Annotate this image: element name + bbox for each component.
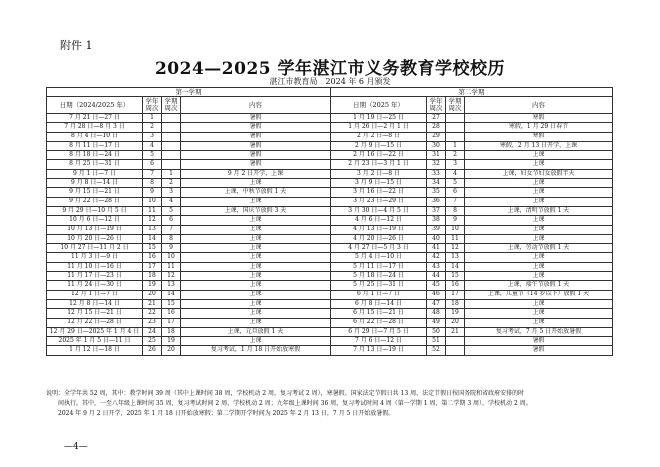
term-week-cell: 11 [162, 262, 181, 271]
school-week-cell: 19 [143, 281, 162, 290]
table-row [47, 253, 613, 262]
week-date-cell: 3 月 23 日—29 日 [331, 197, 427, 206]
week-date-cell: 2 月 9 日—15 日 [331, 141, 427, 150]
content-cell: 上课 [465, 225, 613, 234]
week-date-cell: 4 月 13 日—19 日 [331, 225, 427, 234]
table-row [47, 337, 613, 346]
term-week-cell: 8 [162, 234, 181, 243]
week-date-cell: 2 月 16 日—22 日 [331, 151, 427, 160]
school-week-cell: 2 [143, 123, 162, 132]
table-row [47, 225, 613, 234]
term-week-cell [162, 160, 181, 169]
week-date-cell: 11 月 3 日—9 日 [47, 253, 143, 262]
school-week-cell: 52 [427, 346, 446, 355]
content-cell: 上课 [181, 262, 331, 271]
week-date-cell: 7 月 13 日—19 日 [331, 346, 427, 355]
term-week-cell: 14 [162, 290, 181, 299]
school-week-cell: 20 [143, 290, 162, 299]
school-week-cell: 50 [427, 327, 446, 336]
content-cell: 上课 [465, 197, 613, 206]
table-row [47, 141, 613, 150]
table-row [47, 327, 613, 336]
school-week-cell: 48 [427, 309, 446, 318]
week-date-cell: 12 月 15 日—21 日 [47, 309, 143, 318]
week-date-cell: 7 月 6 日—12 日 [331, 337, 427, 346]
week-date-cell: 5 月 11 日—17 日 [331, 262, 427, 271]
content-cell: 上课 [181, 299, 331, 308]
school-week-cell: 7 [143, 169, 162, 178]
content-cell: 上课 [465, 272, 613, 281]
date-column-header: 日期（2025 年） [331, 97, 427, 114]
school-week-cell: 16 [143, 253, 162, 262]
school-week-cell: 3 [143, 132, 162, 141]
table-row [47, 206, 613, 215]
term-week-cell: 3 [446, 160, 465, 169]
school-week-cell: 40 [427, 234, 446, 243]
week-date-cell: 3 月 30 日—4 月 5 日 [331, 206, 427, 215]
week-date-cell: 1 月 19 日—25 日 [331, 114, 427, 123]
school-week-cell: 9 [143, 188, 162, 197]
school-week-cell: 51 [427, 337, 446, 346]
school-week-cell: 49 [427, 318, 446, 327]
term-week-cell: 9 [446, 216, 465, 225]
table-row [47, 346, 613, 355]
content-cell: 上课，国庆节放假 3 天 [181, 206, 331, 215]
content-cell: 上课 [181, 216, 331, 225]
school-week-cell: 31 [427, 151, 446, 160]
week-date-cell: 11 月 17 日—23 日 [47, 272, 143, 281]
school-week-cell: 28 [427, 123, 446, 132]
school-week-cell: 15 [143, 244, 162, 253]
table-row [47, 272, 613, 281]
term-week-cell: 17 [162, 318, 181, 327]
term-week-cell: 15 [446, 272, 465, 281]
term-week-cell [446, 114, 465, 123]
school-week-cell: 34 [427, 179, 446, 188]
week-date-cell: 10 月 6 日—12 日 [47, 216, 143, 225]
school-week-cell: 22 [143, 309, 162, 318]
school-week-header: 学年周次 [143, 97, 162, 114]
content-cell: 上课 [181, 197, 331, 206]
content-cell: 暑假 [181, 141, 331, 150]
content-cell: 上课 [181, 179, 331, 188]
content-cell: 上课 [181, 234, 331, 243]
term-week-cell: 10 [446, 225, 465, 234]
term-week-cell: 12 [446, 244, 465, 253]
term-week-cell: 5 [162, 206, 181, 215]
term-week-cell: 10 [162, 253, 181, 262]
content-cell: 上课 [465, 299, 613, 308]
week-date-cell: 3 月 2 日—8 日 [331, 169, 427, 178]
term-week-cell: 14 [446, 262, 465, 271]
week-date-cell: 10 月 20 日—26 日 [47, 234, 143, 243]
table-row [47, 179, 613, 188]
content-cell: 上课 [181, 244, 331, 253]
content-cell: 上课，妇女节妇女放假半天 [465, 169, 613, 178]
calendar-body [47, 114, 613, 356]
school-week-cell: 30 [427, 141, 446, 150]
term-week-cell: 9 [162, 244, 181, 253]
school-week-cell: 13 [143, 225, 162, 234]
content-cell: 上课，中秋节放假 1 天 [181, 188, 331, 197]
content-cell: 暑假 [181, 160, 331, 169]
school-week-cell: 25 [143, 337, 162, 346]
term-week-cell: 1 [446, 141, 465, 150]
content-cell: 上课 [465, 309, 613, 318]
table-row [47, 262, 613, 271]
school-week-cell: 38 [427, 216, 446, 225]
table-row [47, 216, 613, 225]
term-week-cell: 18 [162, 327, 181, 336]
content-cell: 上课 [465, 318, 613, 327]
school-week-cell: 36 [427, 197, 446, 206]
term-week-cell: 19 [162, 337, 181, 346]
school-week-cell: 33 [427, 169, 446, 178]
school-week-cell: 42 [427, 253, 446, 262]
content-cell: 暑假 [181, 123, 331, 132]
content-cell: 上课 [181, 281, 331, 290]
term-week-cell: 17 [446, 290, 465, 299]
week-date-cell: 7 月 28 日—8 月 3 日 [47, 123, 143, 132]
school-week-cell: 23 [143, 318, 162, 327]
content-cell: 上课 [465, 253, 613, 262]
term-week-cell: 7 [162, 225, 181, 234]
notes-block [46, 389, 612, 419]
content-header: 内容 [465, 97, 613, 114]
table-row [47, 151, 613, 160]
content-cell: 上课，端午节放假 1 天 [465, 281, 613, 290]
week-date-cell: 4 月 6 日—12 日 [331, 216, 427, 225]
term-week-cell: 4 [446, 169, 465, 178]
content-cell: 上课 [465, 216, 613, 225]
content-header: 内容 [181, 97, 331, 114]
week-date-cell: 8 月 4 日—10 日 [47, 132, 143, 141]
note-line: 2024 年 9 月 2 日开学，2025 年 1 月 18 日开始放寒假；第二学期开学时间为 2025 年 2 月 13 日，7 月 5 日开始放暑假。 [46, 410, 395, 417]
week-date-cell: 10 月 27 日—11 月 2 日 [47, 244, 143, 253]
week-date-cell: 5 月 4 日—10 日 [331, 253, 427, 262]
week-date-cell: 12 月 22 日—28 日 [47, 318, 143, 327]
table-row [47, 290, 613, 299]
content-cell: 上课 [465, 262, 613, 271]
term-week-header: 学期周次 [162, 97, 181, 114]
term-week-cell: 15 [162, 299, 181, 308]
term-week-cell: 6 [446, 188, 465, 197]
school-week-cell: 27 [427, 114, 446, 123]
content-cell: 上课 [465, 179, 613, 188]
week-date-cell: 1 月 12 日—18 日 [47, 346, 143, 355]
school-week-cell: 26 [143, 346, 162, 355]
week-date-cell: 9 月 22 日—28 日 [47, 197, 143, 206]
content-cell: 暑假 [465, 346, 613, 355]
week-date-cell: 3 月 9 日—15 日 [331, 179, 427, 188]
term-week-cell [162, 132, 181, 141]
term-week-cell: 8 [446, 206, 465, 215]
note-line: 说明：全学年共 52 周，其中：教学时间 39 周（其中上课时间 38 周，学校机动 2 周，复习考试 2 周），寒暑假、国家法定节假日共 13 周，法定节假日按国务院和省政府安排的时 [46, 390, 525, 397]
week-date-cell: 6 月 22 日—28 日 [331, 318, 427, 327]
table-row [47, 299, 613, 308]
term-week-cell [162, 123, 181, 132]
week-date-cell: 6 月 1 日—7 日 [331, 290, 427, 299]
week-date-cell: 2 月 2 日—8 日 [331, 132, 427, 141]
table-row [47, 169, 613, 178]
page-title: 2024—2025 学年湛江市义务教育学校校历 [154, 59, 506, 79]
week-date-cell: 9 月 29 日—10 月 5 日 [47, 206, 143, 215]
school-week-cell: 12 [143, 216, 162, 225]
content-cell: 复习考试，7 月 5 日开始放暑假 [465, 327, 613, 336]
school-week-cell: 18 [143, 272, 162, 281]
school-week-cell: 46 [427, 290, 446, 299]
table-row [47, 281, 613, 290]
table-row [47, 114, 613, 123]
term-week-cell: 2 [162, 179, 181, 188]
content-cell: 上课 [181, 253, 331, 262]
term-week-cell: 4 [162, 197, 181, 206]
content-cell: 暑假 [181, 114, 331, 123]
school-week-cell: 39 [427, 225, 446, 234]
school-calendar-table [46, 87, 613, 356]
school-week-cell: 17 [143, 262, 162, 271]
school-week-header: 学年周次 [427, 97, 446, 114]
issuer-subtitle: 湛江市教育局 2024 年 6 月颁发 [269, 77, 391, 86]
content-cell: 上课 [181, 225, 331, 234]
content-cell: 上课，儿童节（14 岁以下）放假 1 天 [465, 290, 613, 299]
content-cell: 上课 [181, 337, 331, 346]
table-row [47, 244, 613, 253]
week-date-cell: 6 月 29 日—7 月 5 日 [331, 327, 427, 336]
note-line: 间执行。其中，一至八年级上课时间 35 周，复习考试时间 2 周，学校机动 2 周；九年级上课时间 36 周，复习考试时间 4 周（第一学期 1 周，第二学期 3 周），学校机动 2 周。 [46, 400, 532, 407]
content-cell: 上课 [181, 272, 331, 281]
week-date-cell: 8 月 11 日—17 日 [47, 141, 143, 150]
semester-2-header: 第二学期 [331, 88, 613, 97]
week-date-cell: 11 月 24 日—30 日 [47, 281, 143, 290]
term-week-cell: 21 [446, 327, 465, 336]
term-week-cell: 13 [162, 281, 181, 290]
content-cell: 9 月 2 日开学，上课 [181, 169, 331, 178]
week-date-cell: 12 月 1 日—7 日 [47, 290, 143, 299]
term-week-cell [446, 337, 465, 346]
content-cell: 寒假 [465, 132, 613, 141]
school-week-cell: 41 [427, 244, 446, 253]
term-week-cell: 3 [162, 188, 181, 197]
table-row [47, 160, 613, 169]
content-cell: 寒假，2 月 13 日开学，上课 [465, 141, 613, 150]
content-cell: 上课，元旦放假 1 天 [181, 327, 331, 336]
week-date-cell: 8 月 25 日—31 日 [47, 160, 143, 169]
week-date-cell: 5 月 18 日—24 日 [331, 272, 427, 281]
content-cell: 寒假 [465, 114, 613, 123]
term-week-cell [162, 141, 181, 150]
content-cell: 复习考试，1 月 18 日开始放寒假 [181, 346, 331, 355]
page-number: —4— [64, 442, 88, 452]
week-date-cell: 8 月 18 日—24 日 [47, 151, 143, 160]
week-date-cell: 7 月 21 日—27 日 [47, 114, 143, 123]
table-row [47, 318, 613, 327]
term-week-cell: 7 [446, 197, 465, 206]
content-cell: 上课，清明节放假 1 天 [465, 206, 613, 215]
week-date-cell: 9 月 8 日—14 日 [47, 179, 143, 188]
term-week-cell [446, 132, 465, 141]
term-week-cell: 6 [162, 216, 181, 225]
term-week-cell: 16 [162, 309, 181, 318]
school-week-cell: 21 [143, 299, 162, 308]
content-cell: 上课 [465, 234, 613, 243]
term-week-cell: 5 [446, 179, 465, 188]
term-week-cell: 18 [446, 299, 465, 308]
content-cell: 上课 [181, 290, 331, 299]
table-row [47, 309, 613, 318]
week-date-cell: 2025 年 1 月 5 日—11 日 [47, 337, 143, 346]
semester-1-header: 第一学期 [47, 88, 331, 97]
school-week-cell: 45 [427, 281, 446, 290]
content-cell: 上课 [465, 188, 613, 197]
content-cell: 寒假，1 月 29 日春节 [465, 123, 613, 132]
school-week-cell: 24 [143, 327, 162, 336]
term-week-cell: 20 [446, 318, 465, 327]
term-week-cell: 20 [162, 346, 181, 355]
week-date-cell: 10 月 13 日—19 日 [47, 225, 143, 234]
term-week-cell [446, 123, 465, 132]
content-cell: 上课 [465, 160, 613, 169]
week-date-cell: 4 月 27 日—5 月 3 日 [331, 244, 427, 253]
content-cell: 上课 [181, 318, 331, 327]
table-row [47, 132, 613, 141]
school-week-cell: 29 [427, 132, 446, 141]
week-date-cell: 2 月 23 日—3 月 1 日 [331, 160, 427, 169]
content-cell: 上课 [465, 151, 613, 160]
content-cell: 暑假 [465, 337, 613, 346]
date-column-header: 日期（2024/2025 年） [47, 97, 143, 114]
school-week-cell: 4 [143, 141, 162, 150]
school-week-cell: 1 [143, 114, 162, 123]
week-date-cell: 9 月 15 日—21 日 [47, 188, 143, 197]
week-date-cell: 9 月 1 日—7 日 [47, 169, 143, 178]
week-date-cell: 4 月 20 日—26 日 [331, 234, 427, 243]
school-week-cell: 8 [143, 179, 162, 188]
content-cell: 暑假 [181, 151, 331, 160]
term-week-cell: 2 [446, 151, 465, 160]
content-cell: 暑假 [181, 132, 331, 141]
term-week-cell: 16 [446, 281, 465, 290]
term-week-cell: 13 [446, 253, 465, 262]
term-week-cell: 12 [162, 272, 181, 281]
school-week-cell: 44 [427, 272, 446, 281]
week-date-cell: 6 月 15 日—21 日 [331, 309, 427, 318]
table-row [47, 197, 613, 206]
week-date-cell: 11 月 10 日—16 日 [47, 262, 143, 271]
table-row [47, 234, 613, 243]
term-week-cell [162, 114, 181, 123]
content-cell: 上课，劳动节放假 1 天 [465, 244, 613, 253]
table-row [47, 123, 613, 132]
school-week-cell: 10 [143, 197, 162, 206]
school-week-cell: 35 [427, 188, 446, 197]
term-week-cell: 19 [446, 309, 465, 318]
school-week-cell: 32 [427, 160, 446, 169]
school-week-cell: 37 [427, 206, 446, 215]
term-week-cell [162, 151, 181, 160]
school-week-cell: 6 [143, 160, 162, 169]
week-date-cell: 1 月 26 日—2 月 1 日 [331, 123, 427, 132]
content-cell: 上课 [181, 309, 331, 318]
week-date-cell: 5 月 25 日—31 日 [331, 281, 427, 290]
week-date-cell: 6 月 8 日—14 日 [331, 299, 427, 308]
school-week-cell: 47 [427, 299, 446, 308]
attachment-label: 附件 1 [60, 39, 93, 52]
week-date-cell: 12 月 8 日—14 日 [47, 299, 143, 308]
school-week-cell: 14 [143, 234, 162, 243]
school-week-cell: 11 [143, 206, 162, 215]
table-row [47, 188, 613, 197]
term-week-header: 学期周次 [446, 97, 465, 114]
school-week-cell: 43 [427, 262, 446, 271]
term-week-cell: 11 [446, 234, 465, 243]
week-date-cell: 3 月 16 日—22 日 [331, 188, 427, 197]
term-week-cell: 1 [162, 169, 181, 178]
school-week-cell: 5 [143, 151, 162, 160]
week-date-cell: 12 月 29 日—2025 年 1 月 4 日 [47, 327, 143, 336]
term-week-cell [446, 346, 465, 355]
